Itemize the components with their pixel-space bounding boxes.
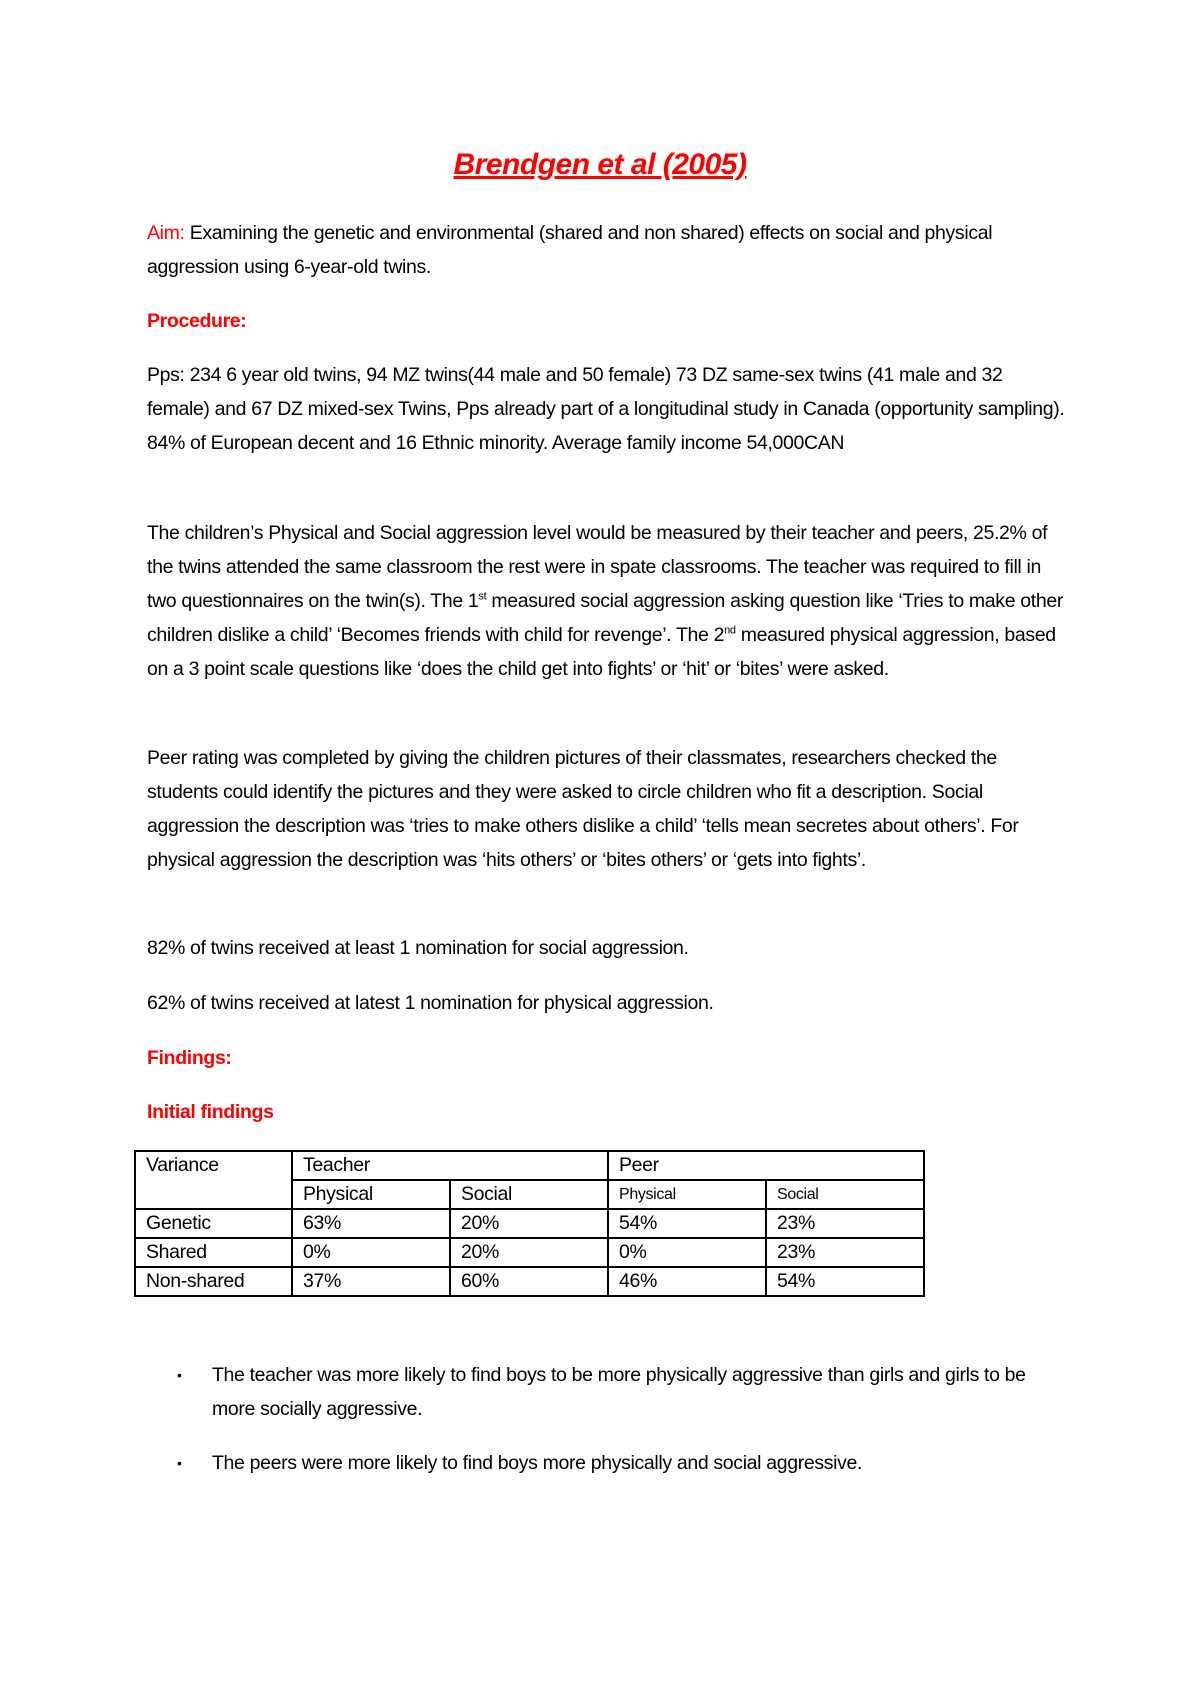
stat-physical: 62% of twins received at latest 1 nomination for physical aggression.: [147, 992, 714, 1014]
peer-rating-paragraph: Peer rating was completed by giving the children pictures of their classmates, researchers checked the students could identify the pictures and they were asked to circle children who fit a description. Social aggression the description was ‘tries to make others dislike a child’ ‘tells mean secretes about others’. For physical aggression the description was ‘hits others’ or ‘bites others’ or ‘gets into fights’.: [147, 747, 1019, 871]
subheader-cell: Social: [450, 1180, 608, 1209]
measure-text-3: measured physical aggression, based on a 3 point scale questions like ‘does the child get into fights’ or ‘hit’ or ‘bites’ were asked.: [147, 624, 1056, 680]
measure-text-1: The children’s Physical and Social aggression level would be measured by their teacher and peers, 25.2% of the twins attended the same classroom the rest were in spate classrooms. The teacher was required to fill in two questionnaires on the twin(s). The 1: [147, 522, 1048, 612]
variance-table: [134, 1150, 925, 1297]
subheader-cell: Physical: [292, 1180, 450, 1209]
list-item: • The peers were more likely to find boys more physically and social aggressive.: [177, 1446, 1037, 1480]
findings-list: [177, 1358, 1037, 1500]
table-row: [135, 1209, 924, 1238]
table-cell: 37%: [292, 1267, 450, 1296]
table-row: [135, 1238, 924, 1267]
table-cell: 54%: [766, 1267, 924, 1296]
superscript-nd: nd: [724, 624, 736, 637]
aim-text: Examining the genetic and environmental (shared and non shared) effects on social and physical aggression using 6-year-old twins.: [147, 222, 993, 278]
table-cell: 54%: [608, 1209, 766, 1238]
measure-text-2: measured social aggression asking question like ‘Tries to make other children dislike a child’ ‘Becomes friends with child for revenge’. The 2: [147, 590, 1063, 646]
table-cell: 20%: [450, 1238, 608, 1267]
participants-paragraph: Pps: 234 6 year old twins, 94 MZ twins(44 male and 50 female) 73 DZ same-sex twins (41 male and 32 female) and 67 DZ mixed-sex Twins, Pps already part of a longitudinal study in Canada (opportunity sampling). 84% of European decent and 16 Ethnic minority. Average family income 54,000CAN: [147, 364, 1065, 454]
stat-social: 82% of twins received at least 1 nomination for social aggression.: [147, 937, 689, 959]
aim-paragraph: [147, 216, 1067, 284]
aim-label: Aim:: [147, 222, 185, 244]
superscript-st: st: [478, 590, 487, 603]
table-row: [135, 1267, 924, 1296]
initial-findings-heading: Initial findings: [147, 1101, 274, 1123]
table-cell: 0%: [292, 1238, 450, 1267]
table-cell: 63%: [292, 1209, 450, 1238]
row-label: Shared: [135, 1238, 292, 1267]
findings-heading: Findings:: [147, 1047, 232, 1069]
table-cell: 46%: [608, 1267, 766, 1296]
row-label: Genetic: [135, 1209, 292, 1238]
table-header-row: [135, 1151, 924, 1180]
subheader-cell: Physical: [608, 1180, 766, 1209]
table-cell: 23%: [766, 1209, 924, 1238]
measurement-paragraph: [147, 516, 1067, 686]
group-header-teacher: Teacher: [292, 1151, 608, 1180]
procedure-heading: Procedure:: [147, 310, 247, 332]
table-cell: 23%: [766, 1238, 924, 1267]
list-item: • The teacher was more likely to find boys to be more physically aggressive than girls and girls to be more socially aggressive.: [177, 1358, 1037, 1426]
table-cell: 60%: [450, 1267, 608, 1296]
subheader-cell: Social: [766, 1180, 924, 1209]
document-title: Brendgen et al (2005): [453, 148, 747, 181]
group-header-peer: Peer: [608, 1151, 924, 1180]
table-cell: 0%: [608, 1238, 766, 1267]
row-label: Non-shared: [135, 1267, 292, 1296]
corner-cell: Variance: [135, 1151, 292, 1209]
table-cell: 20%: [450, 1209, 608, 1238]
